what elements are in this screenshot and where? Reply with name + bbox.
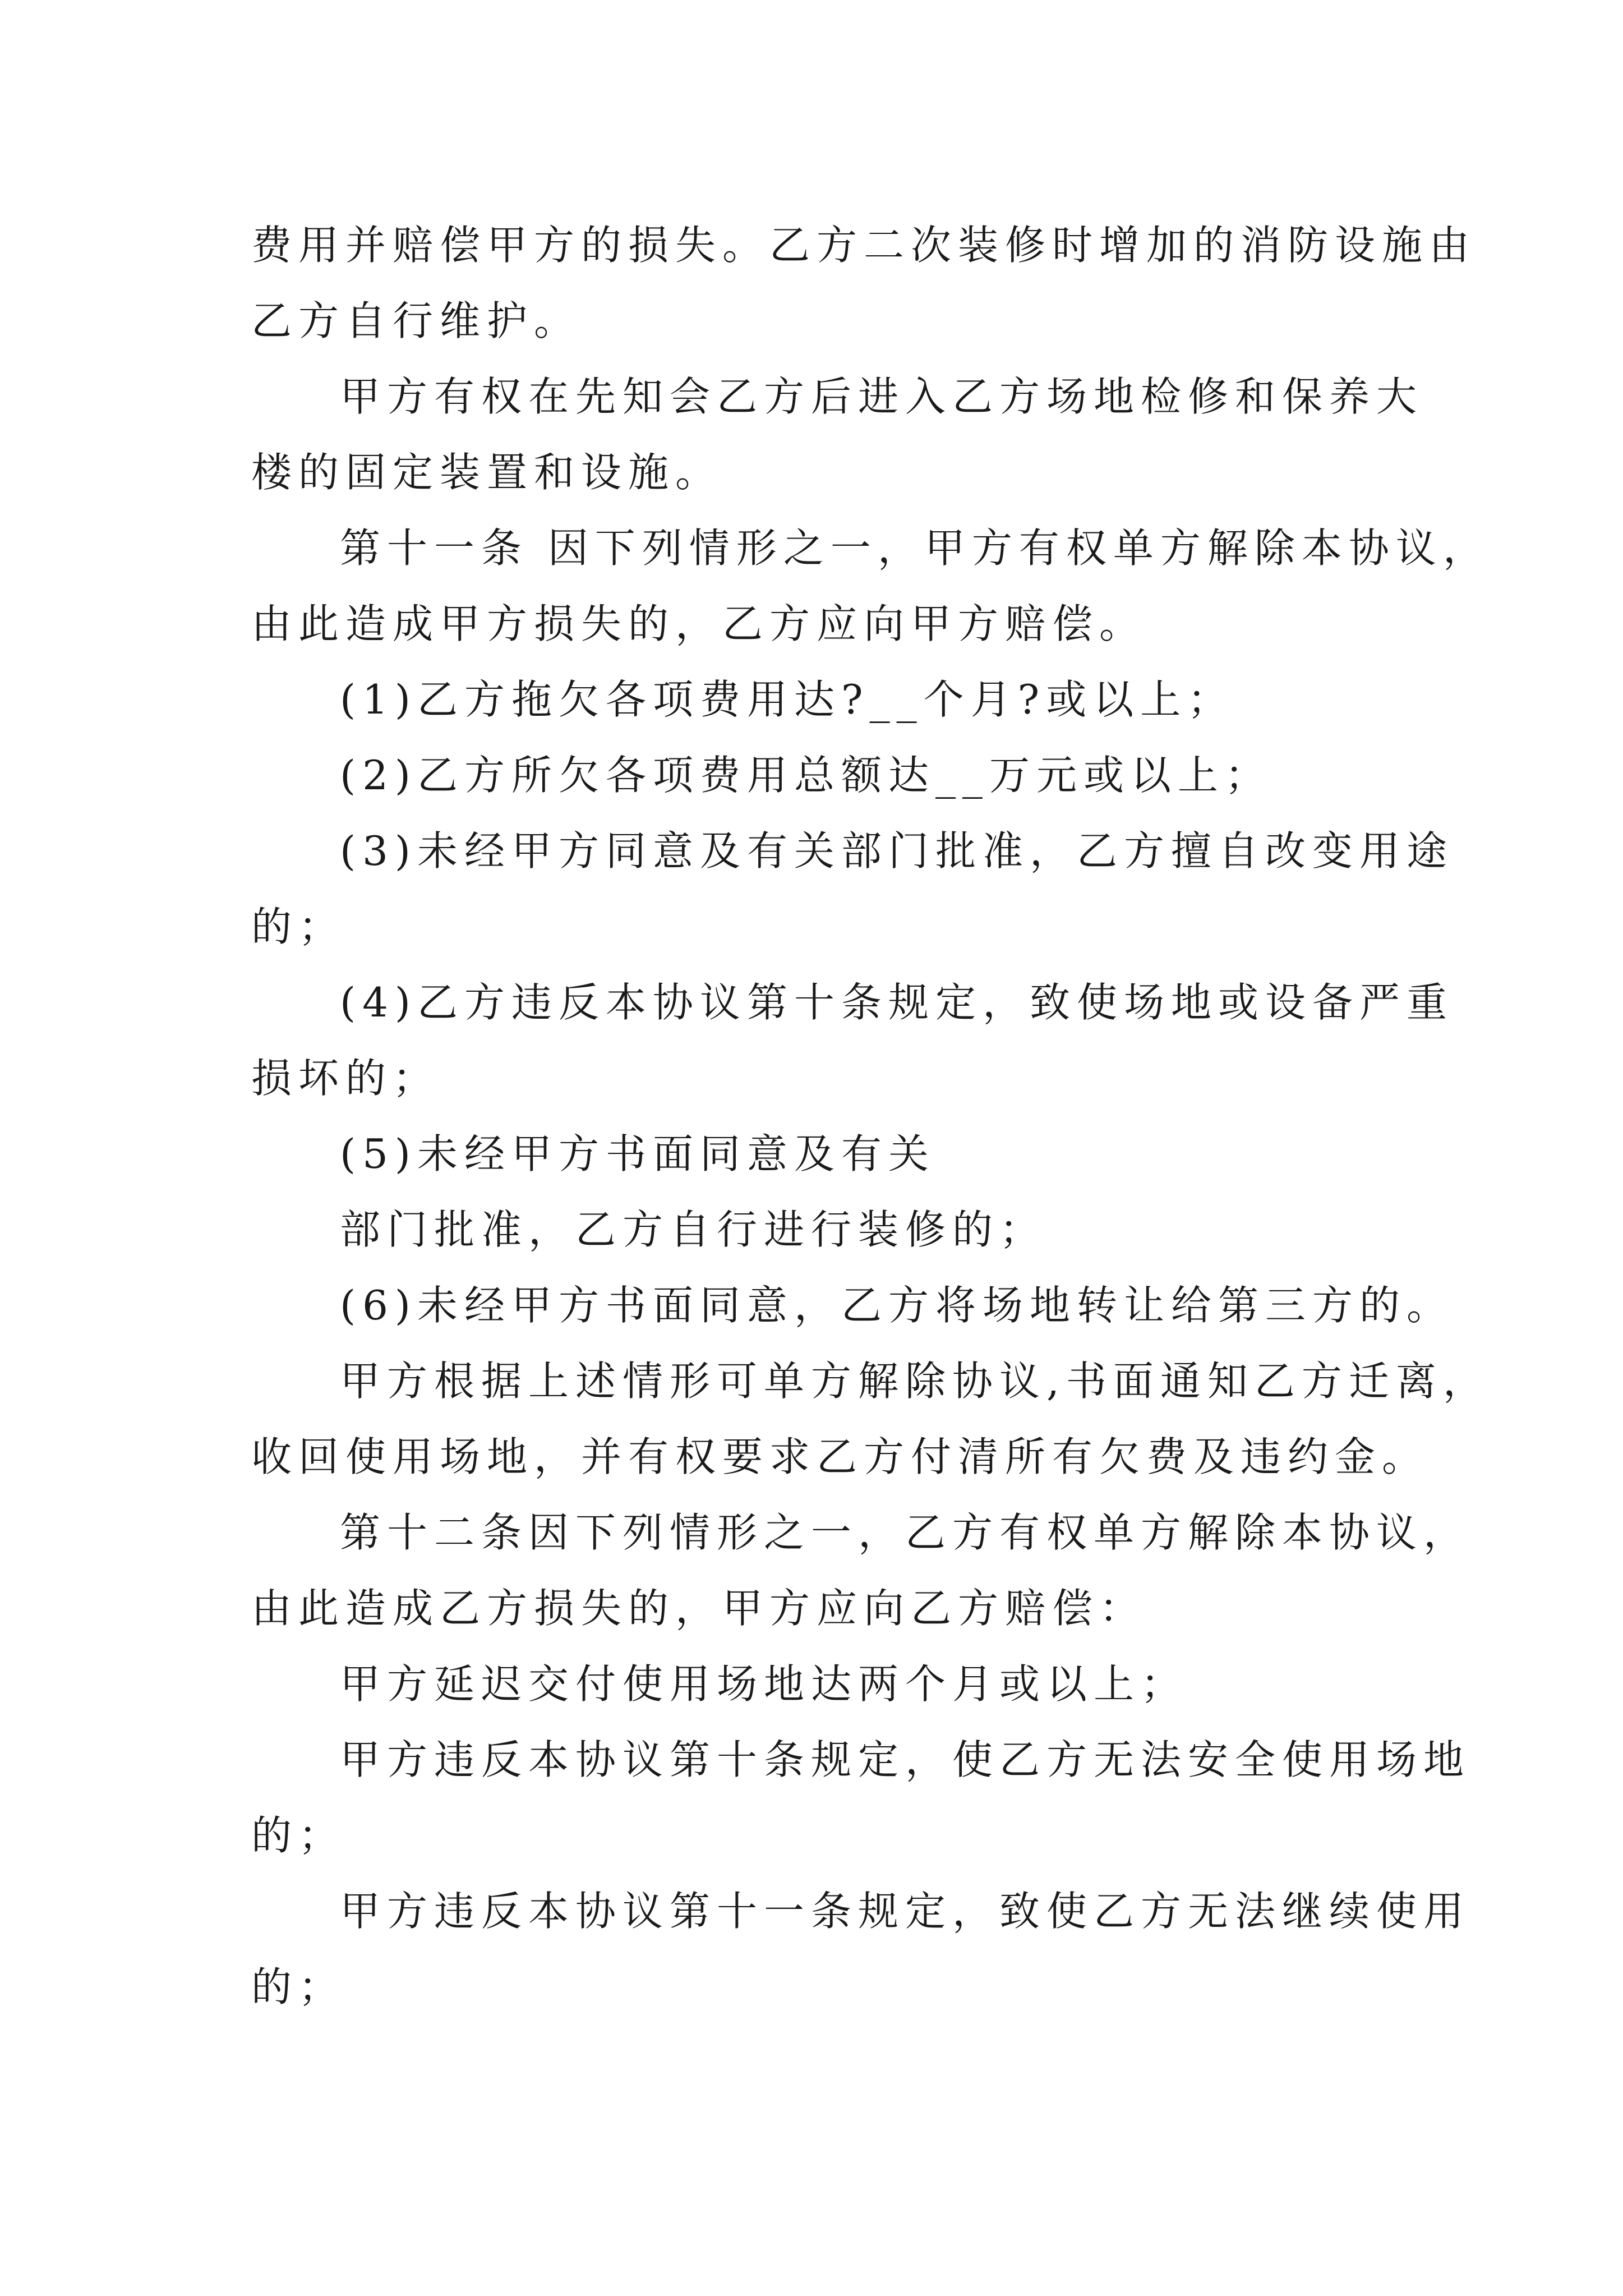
text-line: 甲方违反本协议第十条规定，使乙方无法安全使用场地 (340, 1736, 1471, 1783)
text-line: (4)乙方违反本协议第十条规定，致使场地或设备严重 (340, 979, 1454, 1026)
text-line: (6)未经甲方书面同意，乙方将场地转让给第三方的。 (340, 1282, 1454, 1329)
text-line: 损坏的； (251, 1055, 440, 1102)
text-line: 第十一条 因下列情形之一，甲方有权单方解除本协议， (340, 524, 1490, 572)
text-line: 的； (251, 1812, 346, 1859)
text-line: 甲方违反本协议第十一条规定，致使乙方无法继续使用 (340, 1888, 1471, 1935)
text-line: 楼的固定装置和设施。 (251, 449, 723, 496)
text-line: 由此造成乙方损失的，甲方应向乙方赔偿： (251, 1585, 1147, 1632)
text-line: 部门批准，乙方自行进行装修的； (340, 1206, 1047, 1253)
text-line: (1)乙方拖欠各项费用达?__个月?或以上； (340, 676, 1235, 723)
text-line: 的； (251, 903, 346, 950)
text-line: 收回使用场地，并有权要求乙方付清所有欠费及违约金。 (251, 1433, 1430, 1480)
text-line: 甲方延迟交付使用场地达两个月或以上； (340, 1660, 1188, 1708)
text-line: (2)乙方所欠各项费用总额达__万元或以上； (340, 752, 1272, 799)
text-line: 第十二条因下列情形之一，乙方有权单方解除本协议， (340, 1509, 1471, 1556)
text-line: (3)未经甲方同意及有关部门批准，乙方擅自改变用途 (340, 827, 1454, 875)
text-line: 的； (251, 1963, 346, 2010)
text-line: (5)未经甲方书面同意及有关 (340, 1130, 935, 1177)
text-line: 由此造成甲方损失的，乙方应向甲方赔偿。 (251, 600, 1147, 647)
text-line: 甲方根据上述情形可单方解除协议,书面通知乙方迁离， (340, 1358, 1490, 1405)
text-line: 乙方自行维护。 (251, 297, 582, 344)
text-line: 费用并赔偿甲方的损失。乙方二次装修时增加的消防设施由 (251, 222, 1477, 269)
text-line: 甲方有权在先知会乙方后进入乙方场地检修和保养大 (340, 373, 1424, 420)
